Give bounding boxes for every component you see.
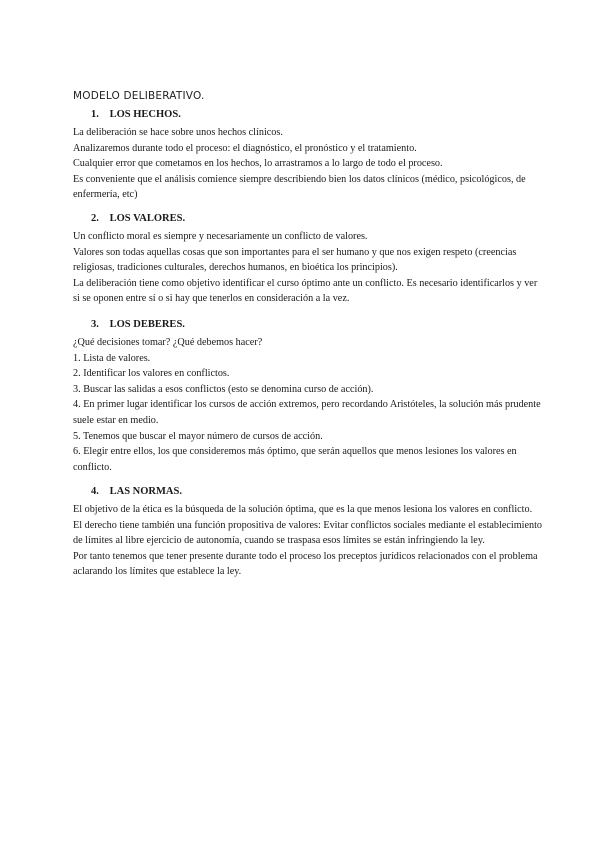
paragraph: Es conveniente que el análisis comience siempre describiendo bien los datos clínicos (médico, psicológicos, de enfermería, etc) <box>73 173 526 201</box>
paragraph: El objetivo de la ética es la búsqueda de la solución óptima, que es la que menos lesiona los valores en conflicto. <box>73 504 533 515</box>
section-number: 2. <box>91 213 99 224</box>
section-number: 1. <box>91 109 99 120</box>
paragraph: Cualquier error que cometamos en los hechos, lo arrastramos a lo largo de todo el proceso. <box>73 158 443 170</box>
paragraph: La deliberación se hace sobre unos hechos clínicos. <box>73 127 283 138</box>
section-number: 3. <box>91 319 99 330</box>
paragraph: La deliberación tiene como objetivo identificar el curso óptimo ante un conflicto. Es necesario identificarlos y ver si se oponen entre sí o si hay que tenerlos en consideración a la vez. <box>73 277 538 305</box>
section-number: 4. <box>91 486 99 497</box>
section-title: LOS DEBERES. <box>109 319 185 330</box>
list-item: 5. Tenemos que buscar el mayor número de cursos de acción. <box>73 430 323 442</box>
list-item: 1. Lista de valores. <box>73 352 151 364</box>
document-title: MODELO DELIBERATIVO. <box>73 90 205 102</box>
list-item: 2. Identificar los valores en conflictos. <box>73 368 230 380</box>
section-heading <box>91 485 543 499</box>
list-item: 6. Elegir entre ellos, los que consideremos más óptimo, que serán aquellos que menos lesiones los valores en conflicto. <box>73 446 517 473</box>
section-hechos <box>73 108 543 203</box>
list-item: 3. Buscar las salidas a esos conflictos (esto se denomina curso de acción). <box>73 383 374 395</box>
paragraph: Por tanto tenemos que tener presente durante todo el proceso los preceptos jurídicos relacionados con el problema aclarando los límites que establece la ley. <box>73 550 538 578</box>
section-heading <box>91 108 543 122</box>
paragraph: Valores son todas aquellas cosas que son importantes para el ser humano y que nos exigen respeto (creencias religiosas, tradiciones culturales, derechos humanos, en bioética los principios). <box>73 246 517 274</box>
section-deberes <box>73 318 543 475</box>
paragraph: Analizaremos durante todo el proceso: el diagnóstico, el pronóstico y el tratamiento. <box>73 142 417 154</box>
section-normas <box>73 485 543 580</box>
section-heading <box>91 212 543 226</box>
list-item: 4. En primer lugar identificar los cursos de acción extremos, pero recordando Aristóteles, la solución más prudente suele estar en medio. <box>73 399 541 426</box>
section-title: LOS VALORES. <box>109 213 186 224</box>
section-heading <box>91 318 543 332</box>
paragraph: Un conflicto moral es siempre y necesariamente un conflicto de valores. <box>73 231 368 242</box>
paragraph: El derecho tiene también una función propositiva de valores: Evitar conflictos sociales mediante el establecimiento de límites al libre ejercicio de autonomía, cuando se traspasa esos límites se están infringiendo la ley. <box>73 519 543 547</box>
section-title: LAS NORMAS. <box>109 486 182 497</box>
section-title: LOS HECHOS. <box>109 109 181 120</box>
paragraph: ¿Qué decisiones tomar? ¿Qué debemos hacer? <box>73 337 263 348</box>
section-valores <box>73 212 543 307</box>
